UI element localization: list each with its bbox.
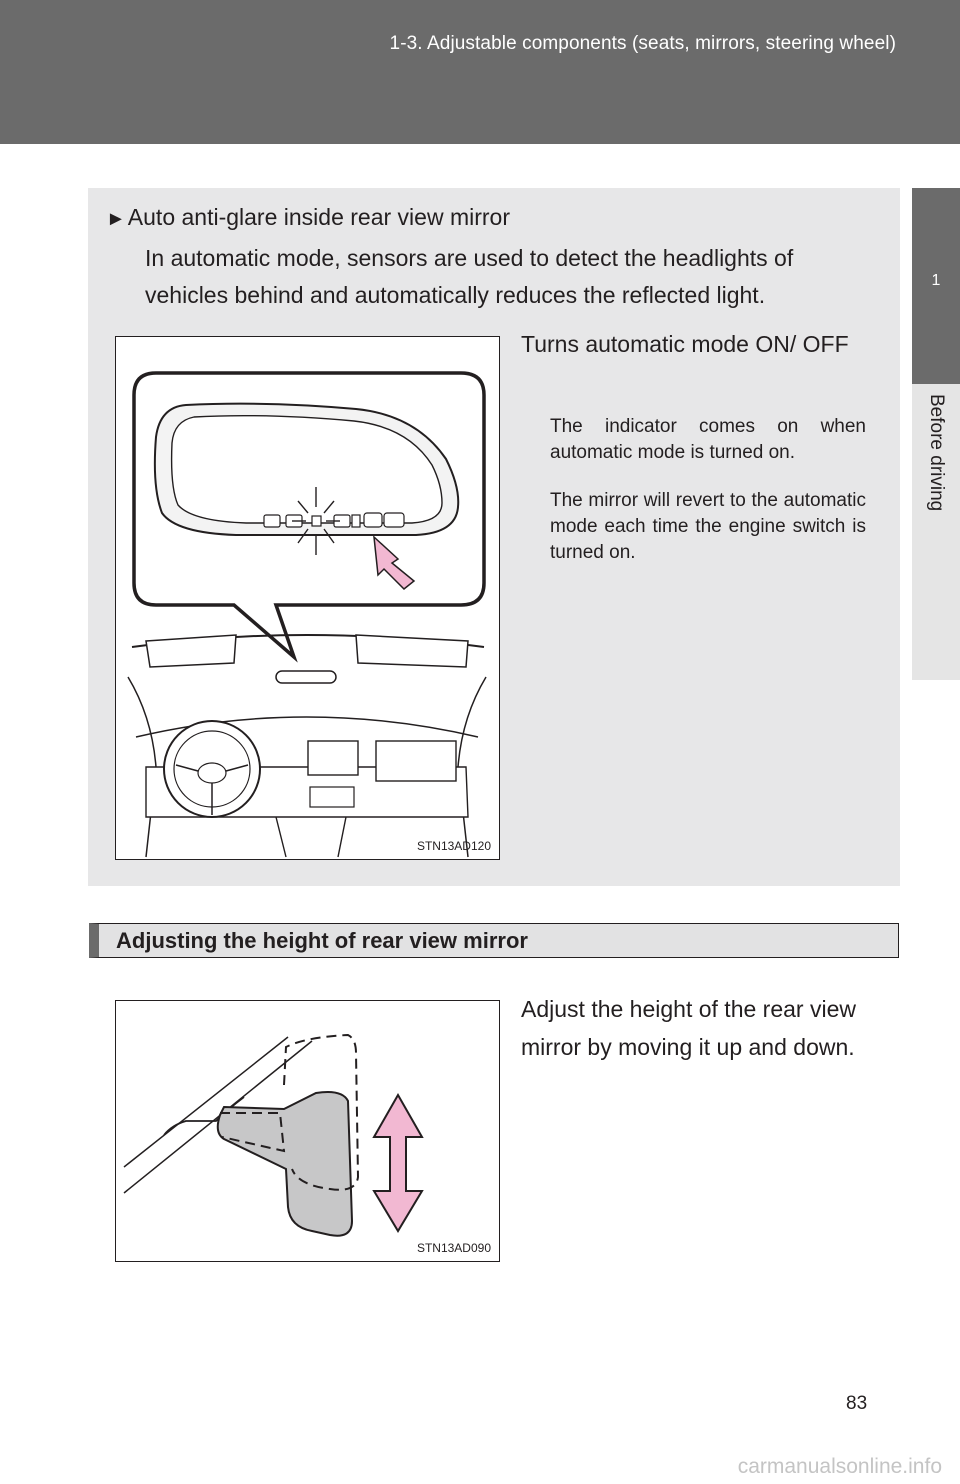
anti-glare-figure (115, 336, 500, 860)
figure-code: STN13AD120 (416, 839, 491, 853)
header-title: 1-3. Adjustable components (seats, mirrors, steering wheel) (389, 33, 896, 54)
chapter-label: Before driving (926, 394, 947, 512)
chapter-label-tab (912, 384, 960, 680)
note-revert: The mirror will revert to the automatic mode each time the engine switch is turned on. (550, 490, 866, 563)
section-heading: Adjusting the height of rear view mirror (89, 923, 899, 958)
figure-code-2: STN13AD090 (416, 1241, 491, 1255)
mirror-dashboard-illustration (116, 337, 499, 859)
chapter-tab (912, 188, 960, 384)
note-indicator: The indicator comes on when automatic mode is turned on. (550, 416, 866, 463)
height-instruction: Adjust the height of the rear view mirror by moving it up and down. (521, 996, 856, 1060)
height-figure (115, 1000, 500, 1262)
anti-glare-heading: ►Auto anti-glare inside rear view mirror (106, 204, 510, 230)
header-bar (0, 0, 960, 144)
triangle-bullet-icon: ► (106, 208, 126, 230)
watermark: carmanualsonline.info (737, 1455, 942, 1478)
instruction-text: Turns automatic mode ON/ OFF (521, 331, 849, 357)
page-number: 83 (846, 1393, 868, 1414)
chapter-number: 1 (931, 272, 941, 289)
anti-glare-intro: In automatic mode, sensors are used to detect the headlights of vehicles behind and automatically reduces the reflected light. (145, 245, 794, 308)
mirror-height-illustration (116, 1001, 499, 1261)
